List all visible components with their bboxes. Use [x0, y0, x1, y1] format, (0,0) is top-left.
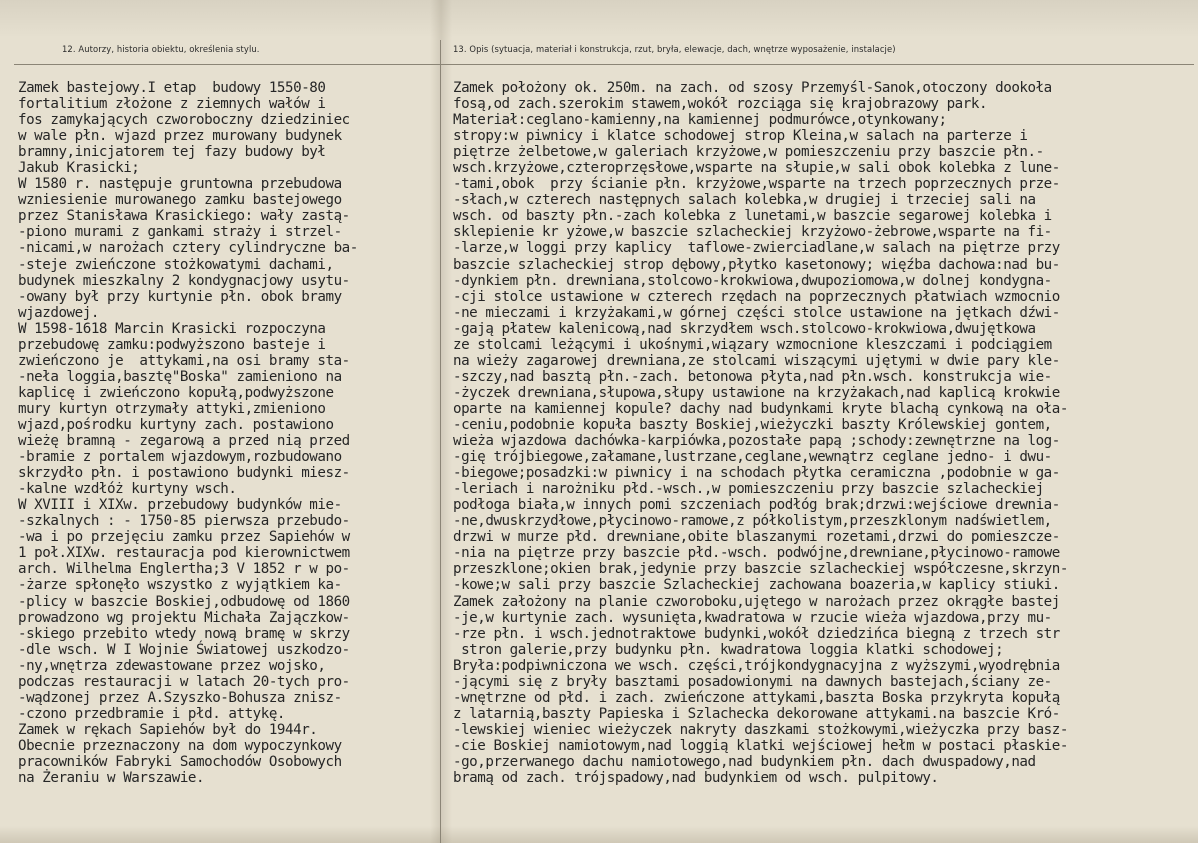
description-line: fosą,od zach.szerokim stawem,wokół rozciąga się krajobrazowy park. — [453, 96, 988, 113]
description-line: baszcie szlacheckiej strop dębowy,płytko kasetonowy; więźba dachowa:nad bu- — [453, 256, 1060, 273]
history-line: Zamek bastejowy.I etap budowy 1550-80 — [18, 80, 326, 96]
description-line: z latarnią,baszty Papieska i Szlachecka dekorowane attykami.na baszcie Kró- — [453, 705, 1060, 722]
description-line: na wieży zagarowej drewniana,ze stolcami wiszącymi ujętymi w dwie pary kle- — [453, 352, 1060, 369]
history-line: budynek mieszkalny 2 kondygnacjowy usytu- — [18, 272, 350, 289]
description-line: stron galerie,przy budynku płn. kwadratowa loggia klatki schodowej; — [453, 641, 1004, 658]
history-line: zwieńczono je attykami,na osi bramy sta- — [18, 352, 350, 369]
description-line: -kowe;w sali przy baszcie Szlacheckiej zachowana boazeria,w kaplicy stiuki. — [453, 577, 1060, 594]
description-line: drzwi w murze płd. drewniane,obite blaszanymi rozetami,drzwi do pomieszcze- — [453, 529, 1060, 546]
description-line: -go,przerwanego dachu namiotowego,nad budynkiem płn. dach dwuspadowy,nad — [453, 753, 1036, 770]
description-line: ze stolcami leżącymi i ukośnymi,wiązary wzmocnione kleszczami i podciągiem — [453, 336, 1052, 353]
description-line: -gają płatew kalenicową,nad skrzydłem wsch.stolcowo-krokwiowa,dwujętkowa — [453, 320, 1036, 337]
description-line: -biegowe;posadzki:w piwnicy i na schodach płytka ceramiczna ,podobnie w ga- — [453, 465, 1060, 482]
header-rule — [14, 64, 1194, 65]
history-line: skrzydło płn. i postawiono budynki miesz- — [18, 465, 350, 482]
history-line: -dle wsch. W I Wojnie Światowej uszkodzo- — [18, 641, 350, 658]
history-text-block — [18, 80, 430, 786]
history-line: W 1580 r. następuje gruntowna przebudowa — [18, 176, 342, 193]
history-line: -wa i po przejęciu zamku przez Sapiehów w — [18, 529, 350, 546]
description-line: Bryła:podpiwniczona we wsch. części,trójkondygnacyjna z wyższymi,wyodrębnia — [453, 657, 1060, 674]
history-line: -steje zwieńczone stożkowatymi dachami, — [18, 256, 334, 273]
history-line: Zamek w rękach Sapiehów był do 1944r. — [18, 721, 318, 738]
description-line: piętrze żelbetowe,w galeriach krzyżowe,w pomieszczeniu przy baszcie płn.- — [453, 144, 1044, 161]
history-line: przez Stanisława Krasickiego: wały zastą- — [18, 208, 350, 225]
history-line: bramny,inicjatorem tej fazy budowy był — [18, 144, 326, 161]
description-line: -jącymi się z bryły basztami posadowionymi na dawnych bastejach,ściany ze- — [453, 673, 1052, 690]
history-line: przebudowę zamku:podwyższono basteje i — [18, 336, 326, 353]
description-line: przeszklone;okien brak,jedynie przy baszcie szlacheckiej współczesne,skrzyn- — [453, 561, 1068, 578]
history-line: -bramie z portalem wjazdowym,rozbudowano — [18, 449, 342, 466]
description-line: wsch. od baszty płn.-zach kolebka z lunetami,w baszcie segarowej kolebka i — [453, 208, 1052, 225]
description-text-block — [453, 80, 1193, 786]
history-line: w wale płn. wjazd przez murowany budynek — [18, 128, 342, 145]
description-line: -szczy,nad basztą płn.-zach. betonowa płyta,nad płn.wsch. konstrukcja wie- — [453, 368, 1052, 385]
paper-top-edge — [0, 0, 1198, 38]
history-line: -żarze spłonęło wszystko z wyjątkiem ka- — [18, 577, 342, 594]
description-line: wieża wjazdowa dachówka-karpiówka,pozostałe papą ;schody:zewnętrzne na log- — [453, 433, 1060, 450]
description-line: -lewskiej wieniec wieżyczek nakryty daszkami stożkowymi,wieżyczka przy basz- — [453, 721, 1068, 738]
description-line: -ne,dwuskrzydłowe,płycinowo-ramowe,z półkolistym,przeszklonym nadświetlem, — [453, 513, 1052, 530]
description-line: -dynkiem płn. drewniana,stolcowo-krokwiowa,dwupoziomowa,w dolnej kondygna- — [453, 272, 1052, 289]
description-line: -gię trójbiegowe,załamane,lustrzane,ceglane,wewnątrz ceglane jedno- i dwu- — [453, 449, 1052, 466]
history-line: pracowników Fabryki Samochodów Osobowych — [18, 753, 342, 770]
history-line: wjazdowej. — [18, 304, 99, 321]
history-line: arch. Wilhelma Englertha;3 V 1852 r w po- — [18, 561, 350, 578]
history-line: -nicami,w narożach cztery cylindryczne ba- — [18, 240, 358, 257]
history-line: -czono przedbramie i płd. attykę. — [18, 705, 286, 722]
description-line: podłoga biała,w innych pomi szczeniach podłóg brak;drzwi:wejściowe drewnia- — [453, 497, 1060, 514]
description-line: -leriach i narożniku płd.-wsch.,w pomieszczeniu przy baszcie szlacheckiej — [453, 481, 1044, 498]
history-line: fos zamykających czworoboczny dziedziniec — [18, 112, 350, 129]
history-line: wzniesienie murowanego zamku bastejowego — [18, 192, 342, 209]
history-line: na Żeraniu w Warszawie. — [18, 770, 205, 787]
description-line: Zamek położony ok. 250m. na zach. od szosy Przemyśl-Sanok,otoczony dookoła — [453, 80, 1052, 96]
history-line: Jakub Krasicki; — [18, 160, 140, 177]
description-line: sklepienie kr yżowe,w baszcie szlacheckiej krzyżowo-żebrowe,wsparte na fi- — [453, 224, 1052, 241]
history-line: -plicy w baszcie Boskiej,odbudowę od 1860 — [18, 593, 350, 610]
history-line: -neła loggia,basztę"Boska" zamieniono na — [18, 368, 342, 385]
description-line: -życzek drewniana,słupowa,słupy ustawione na krzyżakach,nad kaplicą krokwie — [453, 384, 1060, 401]
description-line: -tami,obok przy ścianie płn. krzyżowe,wsparte na trzech poprzecznych prze- — [453, 176, 1060, 193]
history-line: kaplicę i zwieńczono kopułą,podwyższone — [18, 384, 334, 401]
description-line: -ceniu,podobnie kopuła baszty Boskiej,wieżyczki baszty Królewskiej gontem, — [453, 416, 1052, 433]
column-divider — [440, 40, 441, 843]
right-column-heading: 13. Opis (sytuacja, materiał i konstrukcja, rzut, bryła, elewacje, dach, wnętrze wyposażenie, instalacje) — [453, 44, 896, 54]
description-line: -nia na piętrze przy baszcie płd.-wsch. podwójne,drewniane,płycinowo-ramowe — [453, 545, 1060, 562]
history-line: prowadzono wg projektu Michała Zajączkow- — [18, 609, 350, 626]
history-line: -skiego przebito wtedy nową bramę w skrzy — [18, 625, 350, 642]
paper-bottom-edge — [0, 826, 1198, 843]
history-line: -kalne wzdłóż kurtyny wsch. — [18, 481, 237, 498]
history-line: -szkalnych : - 1750-85 pierwsza przebudo- — [18, 513, 350, 530]
description-line: -cji stolce ustawione w czterech rzędach na poprzecznych płatwiach wzmocnio — [453, 288, 1060, 305]
history-line: fortalitium złożone z ziemnych wałów i — [18, 96, 326, 113]
history-line: -piono murami z gankami straży i strzel- — [18, 224, 342, 241]
description-line: oparte na kamiennej kopule? dachy nad budynkami kryte blachą cynkową na oła- — [453, 400, 1068, 417]
description-line: -rze płn. i wsch.jednotraktowe budynki,wokół dziedzińca biegną z trzech str — [453, 625, 1060, 642]
history-line: wjazd,pośrodku kurtyny zach. postawiono — [18, 416, 334, 433]
description-line: -ne mieczami i krzyżakami,w górnej części stolce ustawione na jętkach dźwi- — [453, 304, 1060, 321]
history-line: -owany był przy kurtynie płn. obok bramy — [18, 288, 342, 305]
description-line: bramą od zach. trójspadowy,nad budynkiem od wsch. pulpitowy. — [453, 770, 939, 787]
description-line: Materiał:ceglano-kamienny,na kamiennej podmurówce,otynkowany; — [453, 112, 947, 129]
history-line: Obecnie przeznaczony na dom wypoczynkowy — [18, 737, 342, 754]
description-line: stropy:w piwnicy i klatce schodowej strop Kleina,w salach na parterze i — [453, 128, 1028, 145]
description-line: -wnętrzne od płd. i zach. zwieńczone attykami,baszta Boska przykryta kopułą — [453, 689, 1060, 706]
description-line: -słach,w czterech następnych salach kolebka,w drugiej i trzeciej sali na — [453, 192, 1036, 209]
history-line: podczas restauracji w latach 20-tych pro- — [18, 673, 350, 690]
page-fold — [430, 0, 452, 843]
history-line: 1 poł.XIXw. restauracja pod kierownictwem — [18, 545, 350, 562]
history-line: mury kurtyn otrzymały attyki,zmieniono — [18, 400, 326, 417]
description-line: Zamek założony na planie czworoboku,ujętego w narożach przez okrągłe bastej — [453, 593, 1060, 610]
description-line: -larze,w loggi przy kaplicy taflowe-zwierciadlane,w salach na piętrze przy — [453, 240, 1060, 257]
left-column-heading: 12. Autorzy, historia obiektu, określenia stylu. — [62, 44, 260, 54]
history-line: wieżę bramną - zegarową a przed nią przed — [18, 433, 350, 450]
history-line: -ny,wnętrza zdewastowane przez wojsko, — [18, 657, 326, 674]
description-line: -je,w kurtynie zach. wysunięta,kwadratowa w rzucie wieża wjazdowa,przy mu- — [453, 609, 1052, 626]
description-line: wsch.krzyżowe,czteroprzęsłowe,wsparte na słupie,w sali obok kolebka z lune- — [453, 160, 1060, 177]
history-line: -wądzonej przez A.Szyszko-Bohusza znisz- — [18, 689, 342, 706]
history-line: W XVIII i XIXw. przebudowy budynków mie- — [18, 497, 342, 514]
history-line: W 1598-1618 Marcin Krasicki rozpoczyna — [18, 320, 326, 337]
description-line: -cie Boskiej namiotowym,nad loggią klatki wejściowej hełm w postaci płaskie- — [453, 737, 1068, 754]
